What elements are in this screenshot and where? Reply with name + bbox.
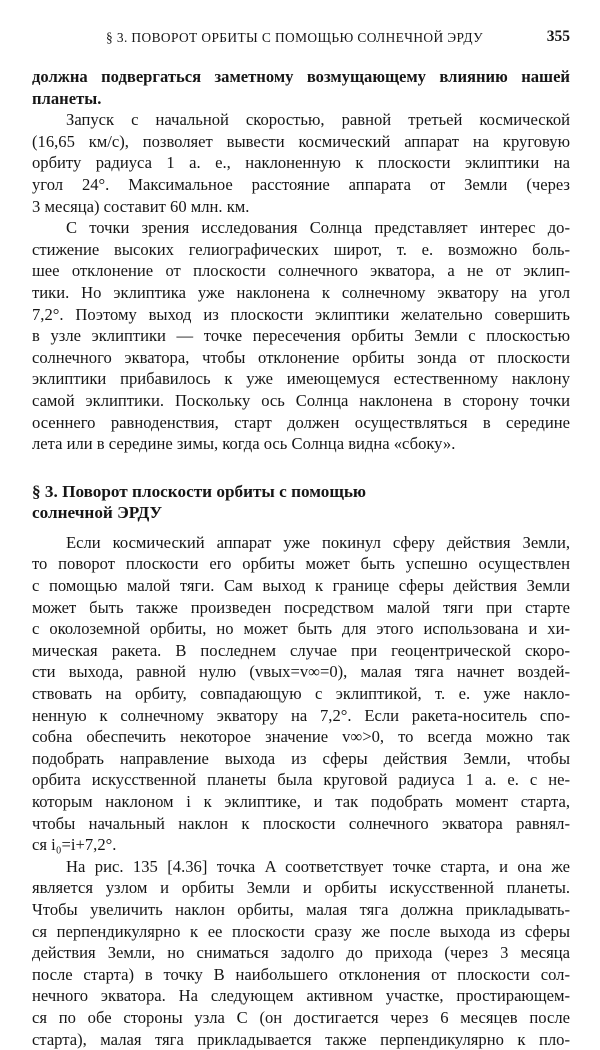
text-line: С точки зрения исследования Солнца представляет интерес до- (66, 218, 570, 238)
text-line: ся по обе стороны узла C (он достигается через 6 месяцев после (32, 1007, 570, 1027)
text-line: в узле эклиптики — точке пересечения орбиты Земли с плоскостью (32, 326, 570, 346)
text-line: осеннего равноденствия, старт должен осуществляться в середине (32, 412, 570, 432)
text-line: подобрать направление выхода из сферы действия Земли, чтобы (32, 748, 570, 768)
text-line: Если космический аппарат уже покинул сферу действия Земли, (66, 532, 570, 552)
text-line: то поворот плоскости его орбиты может быть успешно осуществлен (32, 554, 570, 574)
text-line: собна обеспечить некоторое значение v∞>0, то всегда можно так (32, 727, 570, 747)
text-line: стижение высоких гелиографических широт, т. е. возможно боль- (32, 239, 570, 259)
text-line: ся i₀=i+7,2°. (32, 835, 117, 855)
text-line: орбита искусственной планеты была круговой радиуса 1 а. е. с не- (32, 770, 570, 790)
page-number: 355 (546, 28, 570, 45)
text-line: самой эклиптики. Поскольку ось Солнца наклонена в сторону точки (32, 390, 570, 410)
text-line: чтобы начальный наклон к плоскости солнечного экватора равнял- (32, 813, 570, 833)
text-line: орбиту радиуса 1 а. е., наклоненную к плоскости эклиптики на (32, 153, 570, 173)
text-line: старта), малая тяга прикладывается также перпендикулярно к пло- (32, 1029, 570, 1049)
text-line: является узлом и орбиты Земли и орбиты искусственной планеты. (32, 878, 570, 898)
text-line: угол 24°. Максимальное расстояние аппарата от Земли (через (32, 174, 570, 194)
text-line: солнечного экватора, чтобы отклонение орбиты зонда от плоскости (32, 347, 570, 367)
text-line: ствовать на орбиту, совпадающую с эклиптикой, т. е. уже накло- (32, 684, 570, 704)
text-line: которым наклоном i к эклиптике, и так подобрать момент старта, (32, 792, 570, 811)
text-line: шее отклонение от плоскости солнечного экватора, а не от эклип- (32, 261, 570, 281)
text-line: после старта) в точку B наибольшего отклонения от плоскости сол- (32, 964, 570, 984)
text-line: с помощью малой тяги. Сам выход к границе сферы действия Земли (32, 576, 570, 596)
text-line: может быть также произведен посредством малой тяги при старте (32, 597, 570, 617)
text-line: мическая ракета. В последнем случае при геоцентрической скоро- (32, 640, 570, 660)
text-line: Запуск с начальной скоростью, равной третьей космической (66, 110, 570, 130)
running-head (32, 28, 570, 50)
text-line: Чтобы увеличить наклон орбиты, малая тяга должна прикладывать- (32, 899, 570, 919)
text-line: На рис. 135 [4.36] точка A соответствует точке старта, и она же (66, 856, 570, 876)
section-heading: солнечной ЭРДУ (32, 503, 163, 523)
body-text (32, 66, 570, 1050)
section-heading: § 3. Поворот плоскости орбиты с помощью (32, 481, 367, 501)
text-line: планеты. (32, 88, 102, 108)
running-head-title: § 3. ПОВОРОТ ОРБИТЫ С ПОМОЩЬЮ СОЛНЕЧНОЙ ЭРДУ (106, 30, 483, 45)
text-line: нечного экватора. На следующем активном участке, простирающем- (32, 986, 570, 1006)
text-line: сти выхода, равной нулю (vвых=v∞=0), малая тяга начнет воздей- (32, 662, 570, 682)
text-line: лета или в середине зимы, когда ось Солнца видна «сбоку». (32, 434, 456, 454)
text-line: ненную к солнечному экватору на 7,2°. Если ракета-носитель спо- (32, 705, 570, 725)
text-line: ся перпендикулярно к ее плоскости сразу же после выхода из сферы (32, 921, 570, 941)
text-line: 7,2°. Поэтому выход из плоскости эклиптики желательно совершить (32, 304, 570, 324)
text-line: эклиптики прибавилось к уже имеющемуся естественному наклону (32, 369, 570, 389)
text-line: тики. Но эклиптика уже наклонена к солнечному экватору на угол (32, 282, 570, 302)
text-line: должна подвергаться заметному возмущающему влиянию нашей (32, 67, 570, 86)
text-line: 3 месяца) составит 60 млн. км. (32, 196, 250, 216)
text-line: с околоземной орбиты, но может быть для этого использована и хи- (32, 619, 570, 639)
text-line: (16,65 км/с), позволяет вывести космический аппарат на круговую (32, 131, 570, 151)
text-line: действия Земли, но сниматься задолго до прихода (через 3 месяца (32, 943, 570, 963)
